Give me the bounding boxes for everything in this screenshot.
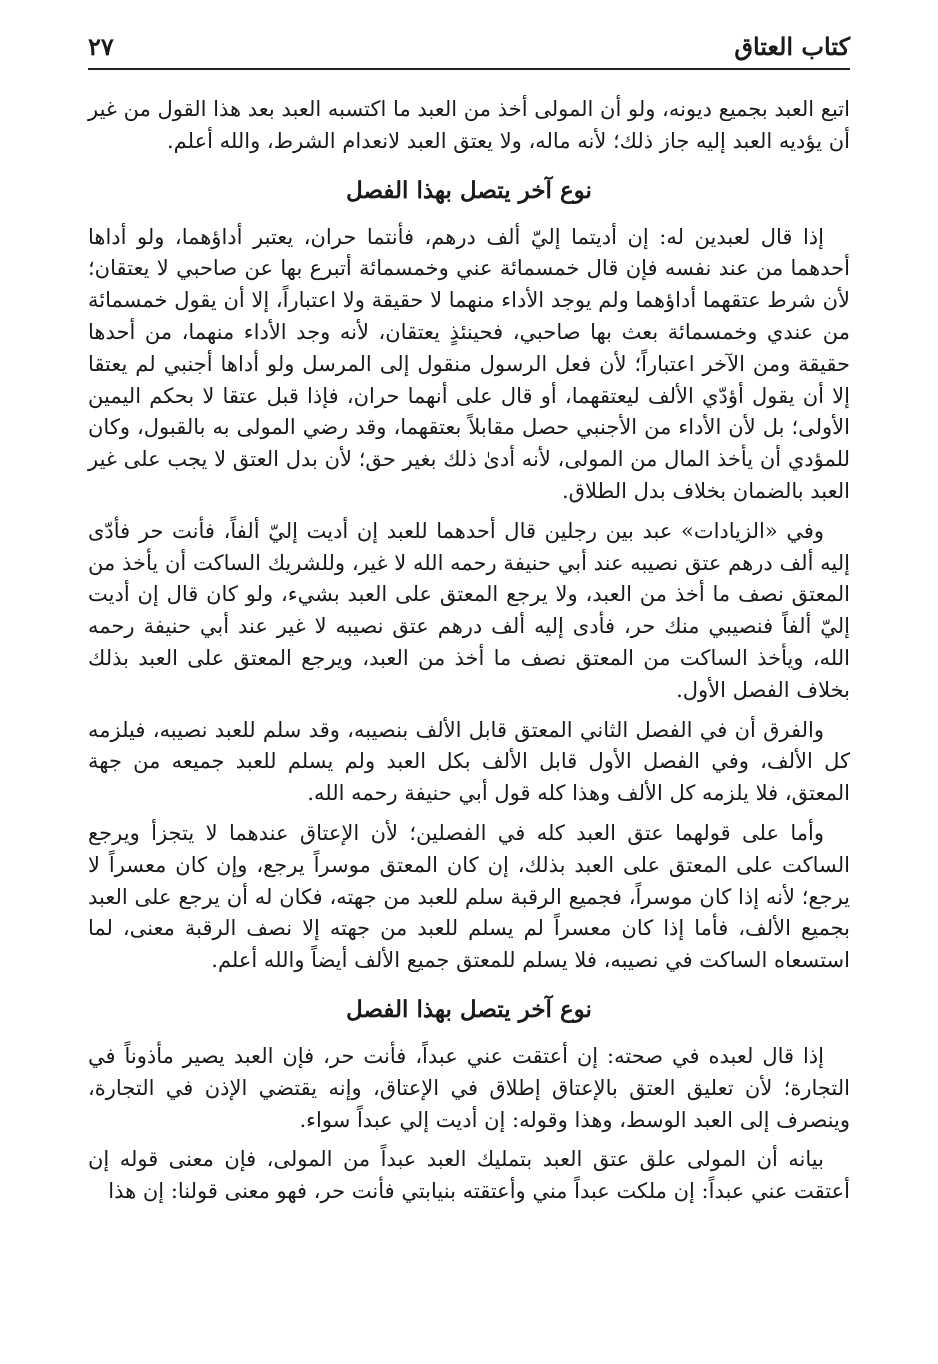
- body-text: [88, 94, 850, 1216]
- section-heading: نوع آخر يتصل بهذا الفصل: [346, 176, 592, 204]
- paragraph: بيانه أن المولى علق عتق العبد بتمليك العبد عبداً من المولى، فإن معنى قوله إن أعتقت عني عبداً: إن ملكت عبداً مني وأعتقته بنيابتي فأنت حر، فهو معنى قولنا: إن هذا: [88, 1147, 850, 1204]
- running-title: كتاب العتاق: [734, 32, 850, 61]
- paragraph: والفرق أن في الفصل الثاني المعتق قابل الألف بنصيبه، وقد سلم للعبد نصيبه، فيلزمه كل الألف، وفي الفصل الأول قابل الألف بكل العبد ولم يسلم للعبد جميعه من جهة المعتق، فلا يلزمه كل الألف وهذا كله قول أبي حنيفة رحمه الله.: [88, 717, 850, 806]
- paragraph: إذا قال لعبدين له: إن أديتما إليّ ألف درهم، فأنتما حران، يعتبر أداؤهما، ولو أداها أحدهما من عند نفسه فإن قال خمسمائة عني وخمسمائة أتبرع بها عن صاحبي لا يعتقان؛ لأن شرط عتقهما أداؤهما ولم يوجد الأداء منهما لا حقيقة ولا اعتباراً، إلا أن يقول خمسمائة من عندي وخمسمائة بعث بها صاحبي، فحينئذٍ يعتقان، لأنه وجد الأداء منهما، من أحدها حقيقة ومن الآخر اعتباراً؛ لأن فعل الرسول منقول إلى المرسل ولو أداها أجنبي لم يعتقا إلا أن يقول أؤدّي الألف ليعتقهما، أو قال على أنهما حران، فإذا قبل عتقا لا بحكم اليمين الأولى؛ بل لأن الأداء من الأجنبي حصل مقابلاً بعتقهما، وقد رضي المولى به بالقبول، وكان للمؤدي أن يأخذ المال من المولى، لأنه أدىٰ ذلك بغير حق؛ لأن بدل العتق لا يجب على غير العبد بالضمان بخلاف بدل الطلاق.: [88, 224, 850, 503]
- page-header: [88, 22, 850, 70]
- section-heading: نوع آخر يتصل بهذا الفصل: [346, 995, 592, 1023]
- paragraph: وفي «الزيادات» عبد بين رجلين قال أحدهما للعبد إن أديت إليّ ألفاً، فأنت حر فأدّى إليه ألف درهم عتق نصيبه عند أبي حنيفة رحمه الله لا غير، وللشريك الساكت أن يأخذ من المعتق نصف ما أخذ من العبد، ولا يرجع المعتق على العبد بشيء، ولو كان قال إن أديت إليّ ألفاً فنصيبي منك حر، فأدى إليه ألف درهم عتق نصيبه لا غير عند أبي حنيفة رحمه الله، ويأخذ الساكت من المعتق نصف ما أخذ من العبد، ويرجع المعتق على العبد بذلك بخلاف الفصل الأول.: [88, 518, 850, 702]
- header-rule: [88, 68, 850, 70]
- page-number: ٢٧: [88, 32, 114, 61]
- paragraph: إذا قال لعبده في صحته: إن أعتقت عني عبداً، فأنت حر، فإن العبد يصير مأذوناً في التجارة؛ لأن تعليق العتق بالإعتاق إطلاق في الإعتاق، وإنه يقتضي الإذن في التجارة، وينصرف إلى العبد الوسط، وهذا وقوله: إن أديت إلي عبداً سواء.: [88, 1043, 850, 1132]
- paragraph: وأما على قولهما عتق العبد كله في الفصلين؛ لأن الإعتاق عندهما لا يتجزأ ويرجع الساكت على المعتق على العبد بذلك، إن كان المعتق موسراً يرجع، وإن كان معسراً لا يرجع؛ لأنه إذا كان موسراً، فجميع الرقبة سلم للعبد من جهته، فكان له أن يرجع على العبد بجميع الألف، فأما إذا كان معسراً لم يسلم للعبد من جهته إلا نصف الرقبة معنى، لما استسعاه الساكت في نصيبه، فلا يسلم للمعتق جميع الألف أيضاً والله أعلم.: [88, 820, 850, 973]
- paragraph-continuation: اتبع العبد بجميع ديونه، ولو أن المولى أخذ من العبد ما اكتسبه العبد بعد هذا القول من غير أن يؤديه العبد إليه جاز ذلك؛ لأنه ماله، ولا يعتق العبد لانعدام الشرط، والله أعلم.: [88, 97, 850, 153]
